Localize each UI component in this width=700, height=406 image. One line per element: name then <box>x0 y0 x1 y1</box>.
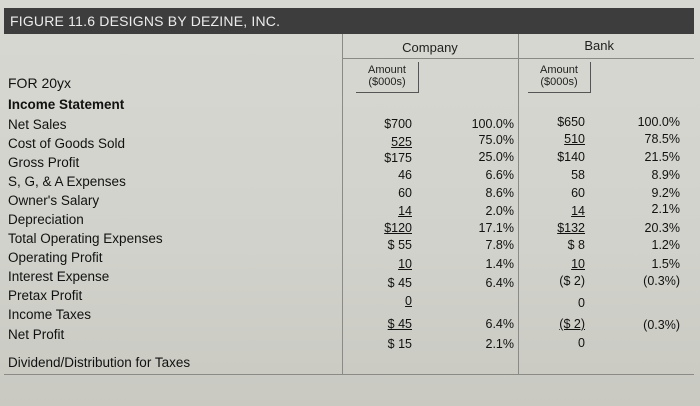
row-label: Cost of Goods Sold <box>8 136 126 151</box>
bank-amount-cell: $140 <box>557 150 585 164</box>
company-percent-cell: 17.1% <box>478 221 514 235</box>
bank-amount-cell: 10 <box>571 257 585 271</box>
bank-percent-cell: 1.2% <box>651 238 680 252</box>
company-percent-cell: 7.8% <box>485 238 514 252</box>
table-bottom-line <box>4 374 694 375</box>
company-percent-cell: 6.4% <box>485 317 514 331</box>
header-divider <box>342 58 694 59</box>
row-label: Interest Expense <box>8 269 110 284</box>
bank-amount-cell: 510 <box>564 132 585 146</box>
company-percent-cell: 2.0% <box>485 204 514 218</box>
bank-percent-cell: (0.3%) <box>643 274 680 288</box>
company-percent-cell: 6.4% <box>485 276 514 290</box>
company-percent-cell: 25.0% <box>478 150 514 164</box>
bank-amount-cell: 14 <box>571 204 585 218</box>
row-label: Dividend/Distribution for Taxes <box>8 355 191 370</box>
row-label: Owner's Salary <box>8 193 100 208</box>
company-percent-cell: 75.0% <box>478 133 514 147</box>
bank-percent-cell: 20.3% <box>644 221 680 235</box>
company-amount-cell: $ 15 <box>387 337 412 351</box>
bank-percent-cell: 9.2% <box>651 186 680 200</box>
company-amount-cell: 46 <box>398 168 412 182</box>
company-amount-cell: 525 <box>391 135 412 149</box>
row-label: Net Profit <box>8 327 65 342</box>
company-amount-cell: 60 <box>398 186 412 200</box>
bank-percent-cell: (0.3%) <box>643 318 680 332</box>
company-amount-header: Amount ($000s) <box>368 64 406 88</box>
company-amount-cell: $ 45 <box>387 317 412 331</box>
row-label: Gross Profit <box>8 155 80 170</box>
bank-amount-cell: 58 <box>571 168 585 182</box>
row-label: Net Sales <box>8 117 67 132</box>
bank-percent-cell: 8.9% <box>651 168 680 182</box>
bank-percent-cell: 21.5% <box>644 150 680 164</box>
section-label: Income Statement <box>8 97 125 112</box>
company-percent-cell: 2.1% <box>485 337 514 351</box>
bank-amount-cell: ($ 2) <box>559 274 585 288</box>
bank-amount-cell: 0 <box>578 296 585 310</box>
row-label: Operating Profit <box>8 250 103 265</box>
bank-amount-cell: 60 <box>571 186 585 200</box>
bank-percent-cell: 1.5% <box>651 257 680 271</box>
company-amount-cell: $ 45 <box>387 276 412 290</box>
bank-header: Bank <box>584 38 614 53</box>
row-label: S, G, & A Expenses <box>8 174 126 189</box>
bank-percent-cell: 100.0% <box>637 115 680 129</box>
bank-amount-cell: $ 8 <box>567 238 585 252</box>
divider-company-left <box>342 34 343 374</box>
company-amount-cell: $120 <box>384 221 412 235</box>
bank-amount-cell: 0 <box>578 336 585 350</box>
company-amount-cell: $175 <box>384 151 412 165</box>
row-label: Pretax Profit <box>8 288 83 303</box>
company-percent-cell: 6.6% <box>485 168 514 182</box>
company-amount-cell: 10 <box>398 257 412 271</box>
bank-percent-cell: 2.1% <box>651 202 680 216</box>
company-percent-cell: 1.4% <box>485 257 514 271</box>
company-amount-cell: $ 55 <box>387 238 412 252</box>
period-label: FOR 20yx <box>8 75 72 91</box>
company-header: Company <box>402 40 458 55</box>
company-percent-cell: 100.0% <box>471 117 514 131</box>
bank-amount-cell: $132 <box>557 221 585 235</box>
company-amount-cell: $700 <box>384 117 412 131</box>
divider-bank-left <box>518 34 519 374</box>
company-amount-cell: 14 <box>398 204 412 218</box>
company-percent-cell: 8.6% <box>485 186 514 200</box>
figure-title: FIGURE 11.6 DESIGNS BY DEZINE, INC. <box>10 13 281 29</box>
bank-amount-cell: $650 <box>557 115 585 129</box>
bank-amount-cell: ($ 2) <box>559 317 585 331</box>
row-label: Total Operating Expenses <box>8 231 163 246</box>
row-label: Income Taxes <box>8 307 92 322</box>
bank-amount-header: Amount ($000s) <box>540 64 578 88</box>
company-amount-cell: 0 <box>405 294 412 308</box>
bank-percent-cell: 78.5% <box>644 132 680 146</box>
row-label: Depreciation <box>8 212 84 227</box>
